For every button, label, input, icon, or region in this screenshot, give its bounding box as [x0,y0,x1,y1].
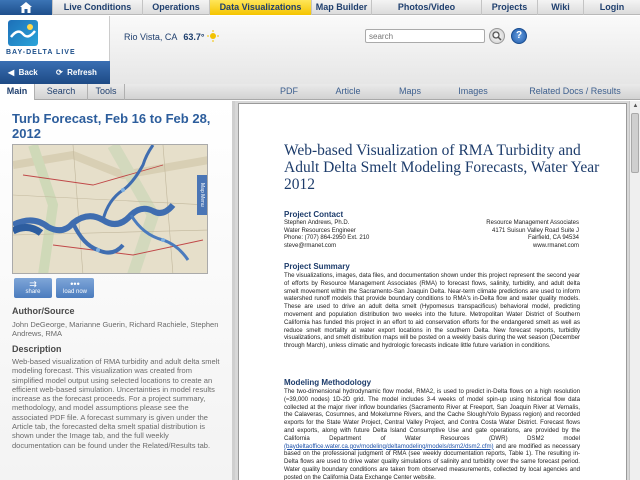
refresh-button[interactable] [56,65,97,80]
more-icon: ••• [70,279,80,289]
share-icon: ⇉ [29,279,37,289]
back-label: Back [18,68,38,77]
author-text: John DeGeorge, Marianne Guerin, Richard Rachiele, Stephen Andrews, RMA [12,320,219,339]
org-address: 4171 Suisun Valley Road Suite J [492,227,579,234]
tabs-row [0,84,640,100]
contact-heading: Project Contact [284,210,344,219]
nav-live-conditions[interactable]: Live Conditions [52,0,142,15]
document-viewer [235,101,640,480]
tab-related-docs[interactable]: Related Docs / Results [529,86,621,96]
back-button[interactable] [8,65,38,80]
summary-text: The visualizations, images, data files, and documentation shown under this project represent the second year of efforts by Resource Management Associates (RMA) to forecast flows, salinity, turbidity, and adult delta smelt movement within the Sacramento-San Joaquin Delta. Near-term climate predictions are used to inform watershed runoff models that provide boundary conditions to RMA's in-Delta flow and water quality models. These are used to drive an adult delta smelt (Hypomesus transpacificus) behavioral model, predicting movement and population distribution two weeks into the future. Metropolitan Water District of Southern California has funded this project in an effort to aid conservation efforts for the endangered smelt as well as reduce smelt mortality at water export locations in the southern Delta. New forecast reports, turbidity visualizations, and smelt distribution maps will be posted on a weekly basis during the wet season (December through March), unless climatic and hydrologic forecasts indicate little future variation in conditions. [284,272,580,350]
left-panel [0,101,232,480]
back-arrow-icon: ◀ [8,68,15,77]
sun-icon [207,30,219,42]
nav-login[interactable]: Login [583,0,640,15]
load-now-button[interactable] [56,278,94,298]
home-icon [20,2,32,13]
logo-mark [8,20,38,46]
org-city: Fairfield, CA 94534 [527,235,579,242]
pdf-page [238,103,627,480]
action-bar [0,61,110,84]
search-icon [490,29,504,43]
location-label: Rio Vista, CA [124,32,177,42]
temperature-value: 63.7° [183,32,205,42]
method-heading: Modeling Methodology [284,378,372,387]
contact-right [459,220,579,250]
tab-search[interactable]: Search [35,84,88,100]
weather-widget [124,30,219,42]
tab-pdf[interactable]: PDF [280,86,298,96]
paper-title: Web-based Visualization of RMA Turbidity and Adult Delta Smelt Modeling Forecasts, Water Year 2012 [284,142,600,193]
method-text [284,388,580,480]
contact-role: Water Resources Engineer [284,227,356,234]
delta-map-image [13,145,208,274]
dsm2-link[interactable]: (baydeltaoffice.water.ca.gov/modeling/deltamodeling/models/dsm2/dsm2.cfm) [284,442,494,450]
contact-phone: Phone: (707) 864-2950 Ext. 210 [284,235,370,242]
home-button[interactable] [0,0,52,15]
description-text: Web-based visualization of RMA turbidity and adult delta smelt modeling forecast. This visualization was created from simplified model output using selected locations to create an efficient web-based simulation. Uncertainties in model results increase as the forecast proceeds. For a project summary, methodology, and model assumptions please see the associated PDF file. A forecast summary is given under the Article tab, the forecasted delta smelt spatial distribution is shown under the Image tab, and the full weekly documentation can be found under the Related/Results tab. [12,357,220,450]
nav-projects[interactable]: Projects [481,0,537,15]
document-title: Turb Forecast, Feb 16 to Feb 28, 2012 [12,111,211,141]
tab-main[interactable]: Main [0,84,35,100]
summary-heading: Project Summary [284,262,350,271]
contact-name: Stephen Andrews, Ph.D. [284,220,350,226]
search-button[interactable] [489,28,505,44]
nav-operations[interactable]: Operations [142,0,209,15]
map-menu-button[interactable]: Map Menu [197,175,207,215]
nav-wiki[interactable]: Wiki [537,0,583,15]
vertical-scrollbar[interactable] [629,101,640,480]
help-button[interactable] [511,28,527,44]
tab-article[interactable]: Article [335,86,361,96]
top-navigation [0,0,640,15]
share-label: share [25,289,41,295]
map-thumbnail[interactable] [12,144,208,274]
search-input[interactable] [365,29,485,43]
tab-images[interactable]: Images [458,86,488,96]
nav-photos-video[interactable]: Photos/Video [371,0,481,15]
contact-email[interactable]: steve@rmanet.com [284,242,337,249]
description-heading: Description [12,344,62,354]
contact-left [284,220,369,250]
header [0,16,640,84]
method-text-part1: The two-dimensional hydrodynamic flow model, RMA2, is used to predict in-Delta flows on a high resolution (≈39,000 nodes) 1D-2D grid. The model includes 3-4 weeks of model spin-up using historical flow data collected at the major river inflow boundaries (Sacramento River at Freeport, San Joaquin River at Vernalis, the Calaveras, Cosumnes, and Mokelumne Rivers, and the Cache Slough/Yolo Bypass region) and recorded exports for the State Water Project, Central Valley Project, and Contra Costa Water District. Forecast flows and exports, along with future Delta Island Consumptive Use and gate operations, are provided by the California Department of Water Resources (DWR) DSM2 model [284,388,580,442]
help-icon: ? [515,30,523,41]
nav-map-builder[interactable]: Map Builder [311,0,371,15]
refresh-icon: ⟳ [56,68,63,77]
tab-tools[interactable]: Tools [88,84,125,100]
scroll-up-icon[interactable]: ▲ [632,103,639,109]
logo[interactable] [0,16,110,61]
method-text-part2: and are modified as necessary based on the professional judgment of RMA (see weekly documentation reports, Table 1). The resulting in-Delta flows are used to drive water quality simulations of salinity and turbidity over the same forecast period. Water quality boundary conditions are taken from observed measurements, collected by local agencies and posted on the California Data Exchange Center website. [284,442,580,480]
logo-text: BAY-DELTA LIVE [6,49,76,56]
tab-maps[interactable]: Maps [398,86,421,96]
author-heading: Author/Source [12,306,75,316]
nav-data-visualizations[interactable]: Data Visualizations [209,0,311,15]
org-name: Resource Management Associates [486,220,579,226]
load-label: load now [62,289,88,295]
scroll-thumb[interactable] [631,113,639,173]
refresh-label: Refresh [67,68,97,77]
org-website[interactable]: www.rmanet.com [532,242,579,249]
share-button[interactable] [14,278,52,298]
